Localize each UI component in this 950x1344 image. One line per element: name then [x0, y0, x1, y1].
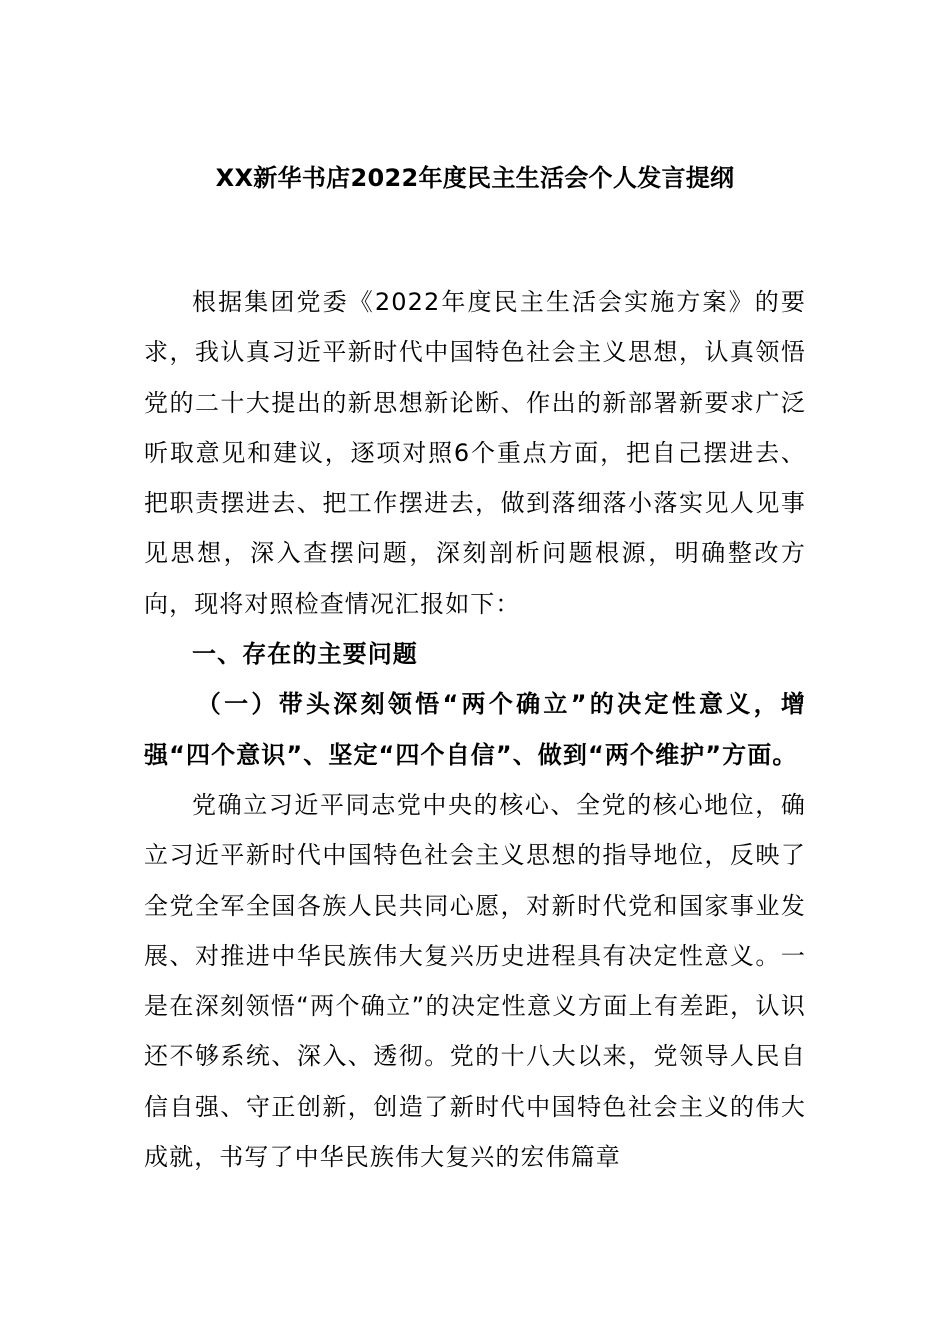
- section-heading: 一、存在的主要问题: [192, 640, 418, 669]
- body-paragraph: 党确立习近平同志党中央的核心、全党的核心地位，确立习近平新时代中国特色社会主义思想的指导地位，反映了全党全军全国各族人民共同心愿，对新时代党和国家事业发展、对推进中华民族伟大复兴历史进程具有决定性意义。一是在深刻领悟“两个确立”的决定性意义方面上有差距，认识还不够系统、深入、透彻。党的十八大以来，党领导人民自信自强、守正创新，创造了新时代中国特色社会主义的伟大成就，书写了中华民族伟大复兴的宏伟篇章: [144, 790, 806, 1172]
- document-title: XX新华书店2022年度民主生活会个人发言提纲: [215, 164, 735, 192]
- document-body: [144, 277, 806, 1182]
- intro-paragraph: 根据集团党委《2022年度民主生活会实施方案》的要求，我认真习近平新时代中国特色社会主义思想，认真领悟党的二十大提出的新思想新论断、作出的新部署新要求广泛听取意见和建议，逐项对照6个重点方面，把自己摆进去、把职责摆进去、把工作摆进去，做到落细落小落实见人见事见思想，深入查摆问题，深刻剖析问题根源，明确整改方向，现将对照检查情况汇报如下：: [144, 288, 806, 618]
- subsection-heading: （一）带头深刻领悟“两个确立”的决定性意义，增强“四个意识”、坚定“四个自信”、做到“两个维护”方面。: [144, 690, 806, 769]
